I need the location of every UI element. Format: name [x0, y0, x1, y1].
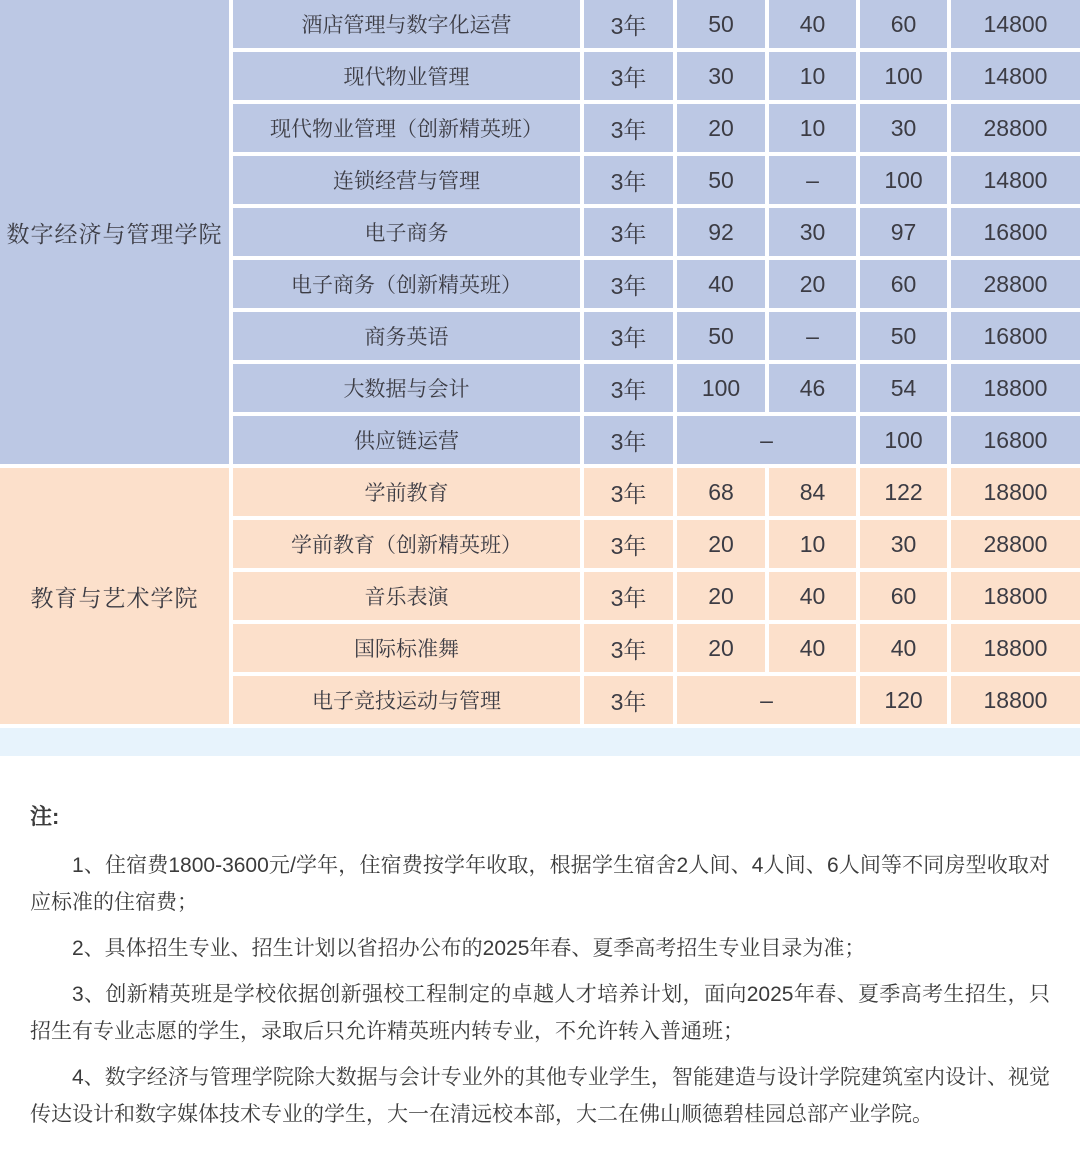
plan-c-cell: 30	[860, 104, 947, 152]
duration-cell: 3年	[584, 260, 673, 308]
plan-a-cell: 50	[677, 312, 765, 360]
major-cell: 现代物业管理（创新精英班）	[233, 104, 580, 152]
duration-cell: 3年	[584, 520, 673, 568]
plan-b-cell: 46	[769, 364, 856, 412]
major-cell: 电子商务（创新精英班）	[233, 260, 580, 308]
table-row	[0, 0, 1080, 48]
plan-c-cell: 60	[860, 572, 947, 620]
plan-c-cell: 54	[860, 364, 947, 412]
duration-cell: 3年	[584, 312, 673, 360]
plan-b-cell: 20	[769, 260, 856, 308]
plan-a-cell: 50	[677, 156, 765, 204]
major-cell: 学前教育	[233, 468, 580, 516]
plan-c-cell: 50	[860, 312, 947, 360]
notes-title: 注:	[30, 804, 60, 829]
duration-cell: 3年	[584, 572, 673, 620]
plan-b-cell: –	[769, 312, 856, 360]
major-cell: 大数据与会计	[233, 364, 580, 412]
duration-cell: 3年	[584, 468, 673, 516]
plan-b-cell: –	[769, 156, 856, 204]
major-cell: 酒店管理与数字化运营	[233, 0, 580, 48]
plan-b-cell: 40	[769, 0, 856, 48]
table-row	[0, 468, 1080, 516]
plan-c-cell: 100	[860, 156, 947, 204]
plan-c-cell: 60	[860, 0, 947, 48]
plan-a-cell: 30	[677, 52, 765, 100]
major-cell: 连锁经营与管理	[233, 156, 580, 204]
fee-cell: 28800	[951, 104, 1080, 152]
duration-cell: 3年	[584, 676, 673, 724]
plan-c-cell: 97	[860, 208, 947, 256]
plan-b-cell: 40	[769, 572, 856, 620]
notes-section	[0, 756, 1080, 1133]
note-item-4: 4、数字经济与管理学院除大数据与会计专业外的其他专业学生，智能建造与设计学院建筑室内设计、视觉传达设计和数字媒体技术专业的学生，大一在清远校本部，大二在佛山顺德碧桂园总部产业学院。	[30, 1066, 1050, 1126]
plan-a-cell: 20	[677, 572, 765, 620]
fee-cell: 28800	[951, 520, 1080, 568]
major-cell: 电子商务	[233, 208, 580, 256]
plan-b-cell: 10	[769, 520, 856, 568]
fee-cell: 16800	[951, 312, 1080, 360]
major-cell: 电子竞技运动与管理	[233, 676, 580, 724]
plan-a-cell: 92	[677, 208, 765, 256]
college-cell: 教育与艺术学院	[0, 468, 229, 724]
plan-b-cell: 10	[769, 104, 856, 152]
table-footer-strip	[0, 728, 1080, 756]
college-cell: 数字经济与管理学院	[0, 0, 229, 464]
plan-a-cell: 40	[677, 260, 765, 308]
duration-cell: 3年	[584, 52, 673, 100]
duration-cell: 3年	[584, 416, 673, 464]
plan-c-cell: 30	[860, 520, 947, 568]
major-cell: 音乐表演	[233, 572, 580, 620]
plan-c-cell: 120	[860, 676, 947, 724]
fee-cell: 18800	[951, 676, 1080, 724]
note-item-2: 2、具体招生专业、招生计划以省招办公布的2025年春、夏季高考招生专业目录为准；	[72, 937, 866, 960]
major-cell: 现代物业管理	[233, 52, 580, 100]
major-cell: 国际标准舞	[233, 624, 580, 672]
plan-b-cell: 10	[769, 52, 856, 100]
plan-b-cell: 30	[769, 208, 856, 256]
plan-c-cell: 122	[860, 468, 947, 516]
major-cell: 学前教育（创新精英班）	[233, 520, 580, 568]
plan-a-cell: 20	[677, 624, 765, 672]
plan-a-cell: 68	[677, 468, 765, 516]
fee-cell: 14800	[951, 52, 1080, 100]
major-cell: 供应链运营	[233, 416, 580, 464]
plan-c-cell: 40	[860, 624, 947, 672]
merged-plan-cell: –	[677, 676, 856, 724]
merged-plan-cell: –	[677, 416, 856, 464]
fee-cell: 18800	[951, 624, 1080, 672]
fee-cell: 14800	[951, 156, 1080, 204]
duration-cell: 3年	[584, 0, 673, 48]
plan-a-cell: 100	[677, 364, 765, 412]
fee-cell: 14800	[951, 0, 1080, 48]
plan-c-cell: 100	[860, 416, 947, 464]
fee-cell: 16800	[951, 208, 1080, 256]
fee-cell: 18800	[951, 468, 1080, 516]
fee-cell: 18800	[951, 572, 1080, 620]
fee-cell: 16800	[951, 416, 1080, 464]
plan-b-cell: 40	[769, 624, 856, 672]
note-item-1: 1、住宿费1800-3600元/学年，住宿费按学年收取，根据学生宿舍2人间、4人间、6人间等不同房型收取对应标准的住宿费；	[30, 854, 1050, 914]
plan-a-cell: 20	[677, 104, 765, 152]
plan-c-cell: 60	[860, 260, 947, 308]
plan-a-cell: 50	[677, 0, 765, 48]
duration-cell: 3年	[584, 104, 673, 152]
plan-c-cell: 100	[860, 52, 947, 100]
duration-cell: 3年	[584, 156, 673, 204]
plan-a-cell: 20	[677, 520, 765, 568]
fee-cell: 28800	[951, 260, 1080, 308]
duration-cell: 3年	[584, 364, 673, 412]
duration-cell: 3年	[584, 624, 673, 672]
plan-b-cell: 84	[769, 468, 856, 516]
duration-cell: 3年	[584, 208, 673, 256]
fee-cell: 18800	[951, 364, 1080, 412]
note-item-3: 3、创新精英班是学校依据创新强校工程制定的卓越人才培养计划，面向2025年春、夏季高考生招生，只招生有专业志愿的学生，录取后只允许精英班内转专业，不允许转入普通班；	[30, 983, 1050, 1043]
major-cell: 商务英语	[233, 312, 580, 360]
